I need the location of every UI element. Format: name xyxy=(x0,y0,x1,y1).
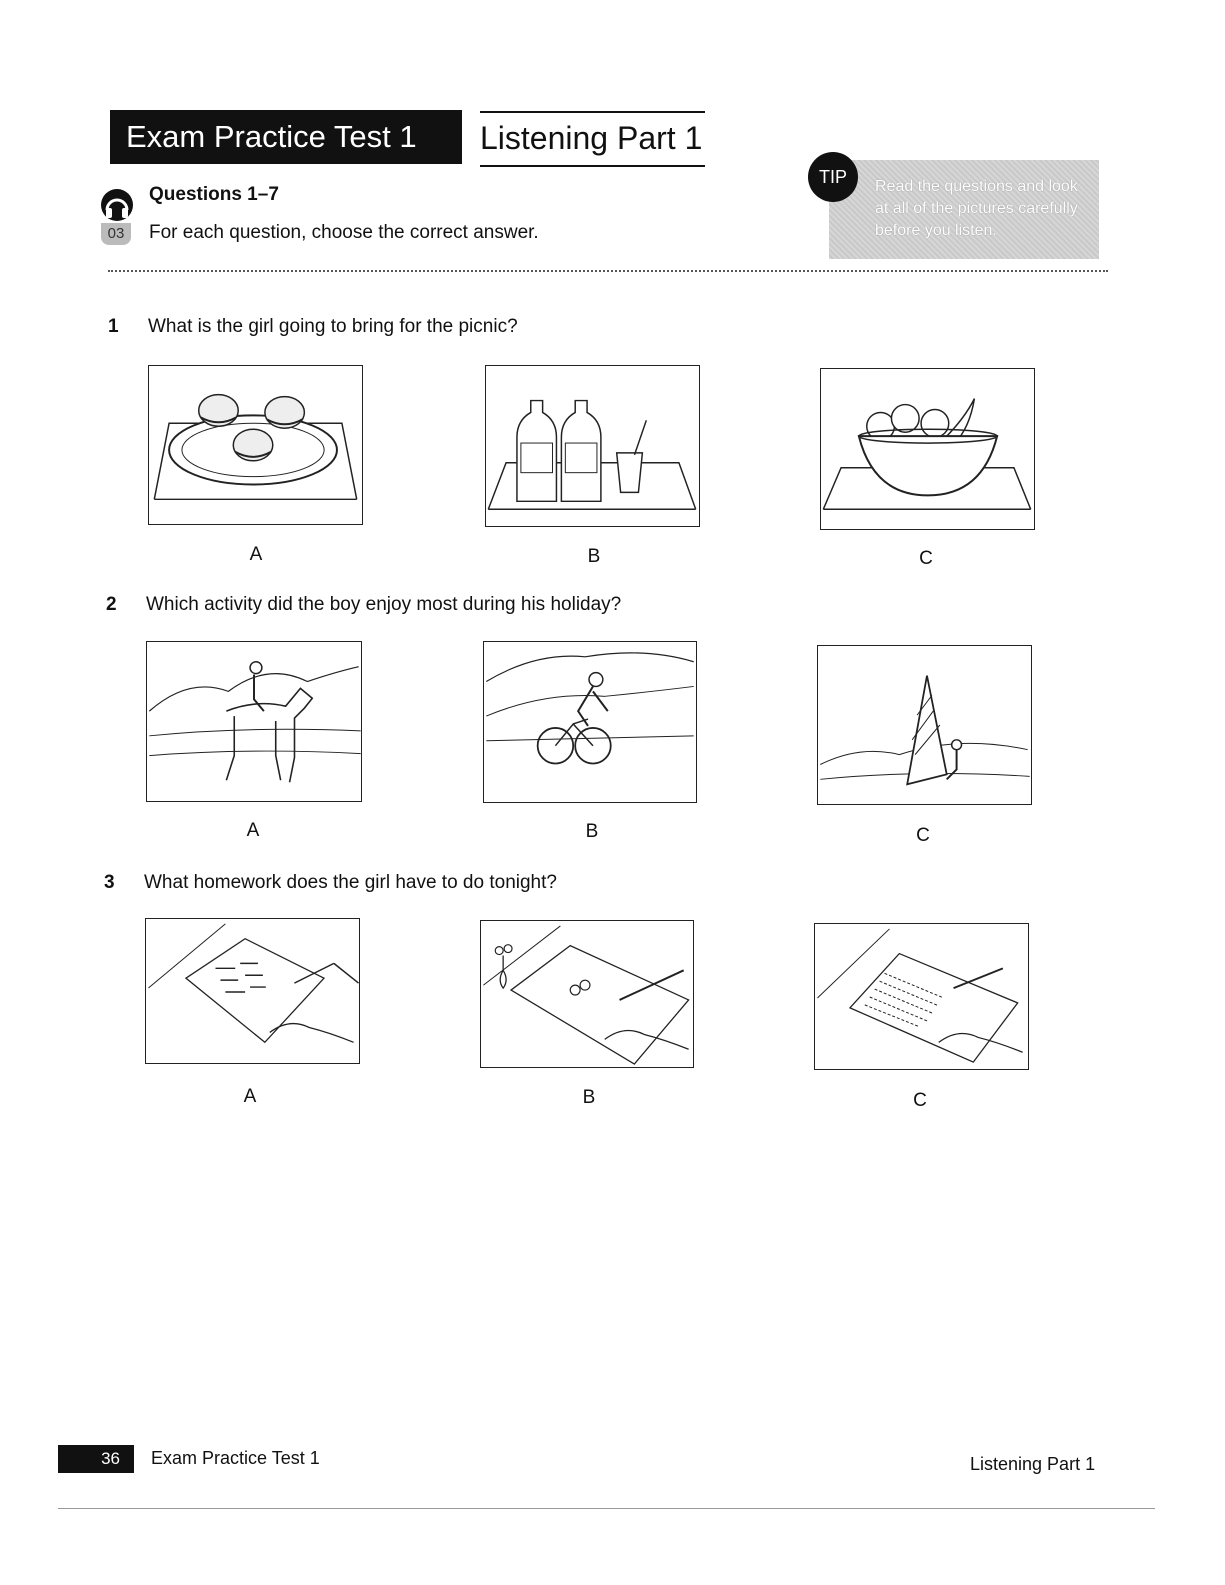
instruction-text: For each question, choose the correct answer. xyxy=(149,222,539,243)
footer-rule xyxy=(58,1508,1155,1509)
question-text: What homework does the girl have to do tonight? xyxy=(144,872,557,893)
option-label: A xyxy=(249,544,263,565)
question-text: What is the girl going to bring for the picnic? xyxy=(148,316,518,337)
picture-windsurfing[interactable] xyxy=(817,645,1032,805)
track-number: 03 xyxy=(101,223,131,245)
picture-fruit-bowl[interactable] xyxy=(820,368,1035,530)
part-title: Listening Part 1 xyxy=(480,111,705,167)
picture-cycling[interactable] xyxy=(483,641,697,803)
question-number: 3 xyxy=(104,872,115,893)
question-number: 1 xyxy=(108,316,119,337)
option-label: A xyxy=(246,820,260,841)
picture-writing-homework[interactable] xyxy=(814,923,1029,1070)
option-label: C xyxy=(916,825,930,846)
test-title: Exam Practice Test 1 xyxy=(110,110,462,164)
footer-part-title: Listening Part 1 xyxy=(970,1454,1096,1474)
questions-range: Questions 1–7 xyxy=(149,184,279,205)
question-number: 2 xyxy=(106,594,117,615)
option-label: B xyxy=(582,1087,596,1108)
option-label: B xyxy=(585,821,599,842)
dotted-divider xyxy=(108,270,1108,272)
question-text: Which activity did the boy enjoy most during his holiday? xyxy=(146,594,622,615)
picture-drawing-homework[interactable] xyxy=(480,920,694,1068)
picture-drinks[interactable] xyxy=(485,365,700,527)
picture-maths-homework[interactable] xyxy=(145,918,360,1064)
option-label: C xyxy=(919,548,933,569)
picture-horse-riding[interactable] xyxy=(146,641,362,802)
page-number: 36 xyxy=(58,1445,134,1473)
picture-burgers[interactable] xyxy=(148,365,363,525)
tip-badge: TIP xyxy=(808,152,858,202)
footer-test-title: Exam Practice Test 1 xyxy=(151,1448,320,1468)
option-label: A xyxy=(243,1086,257,1107)
option-label: B xyxy=(587,546,601,567)
tip-text: Read the questions and look at all of the pictures carefully before you listen. xyxy=(875,178,1078,239)
option-label: C xyxy=(913,1090,927,1111)
